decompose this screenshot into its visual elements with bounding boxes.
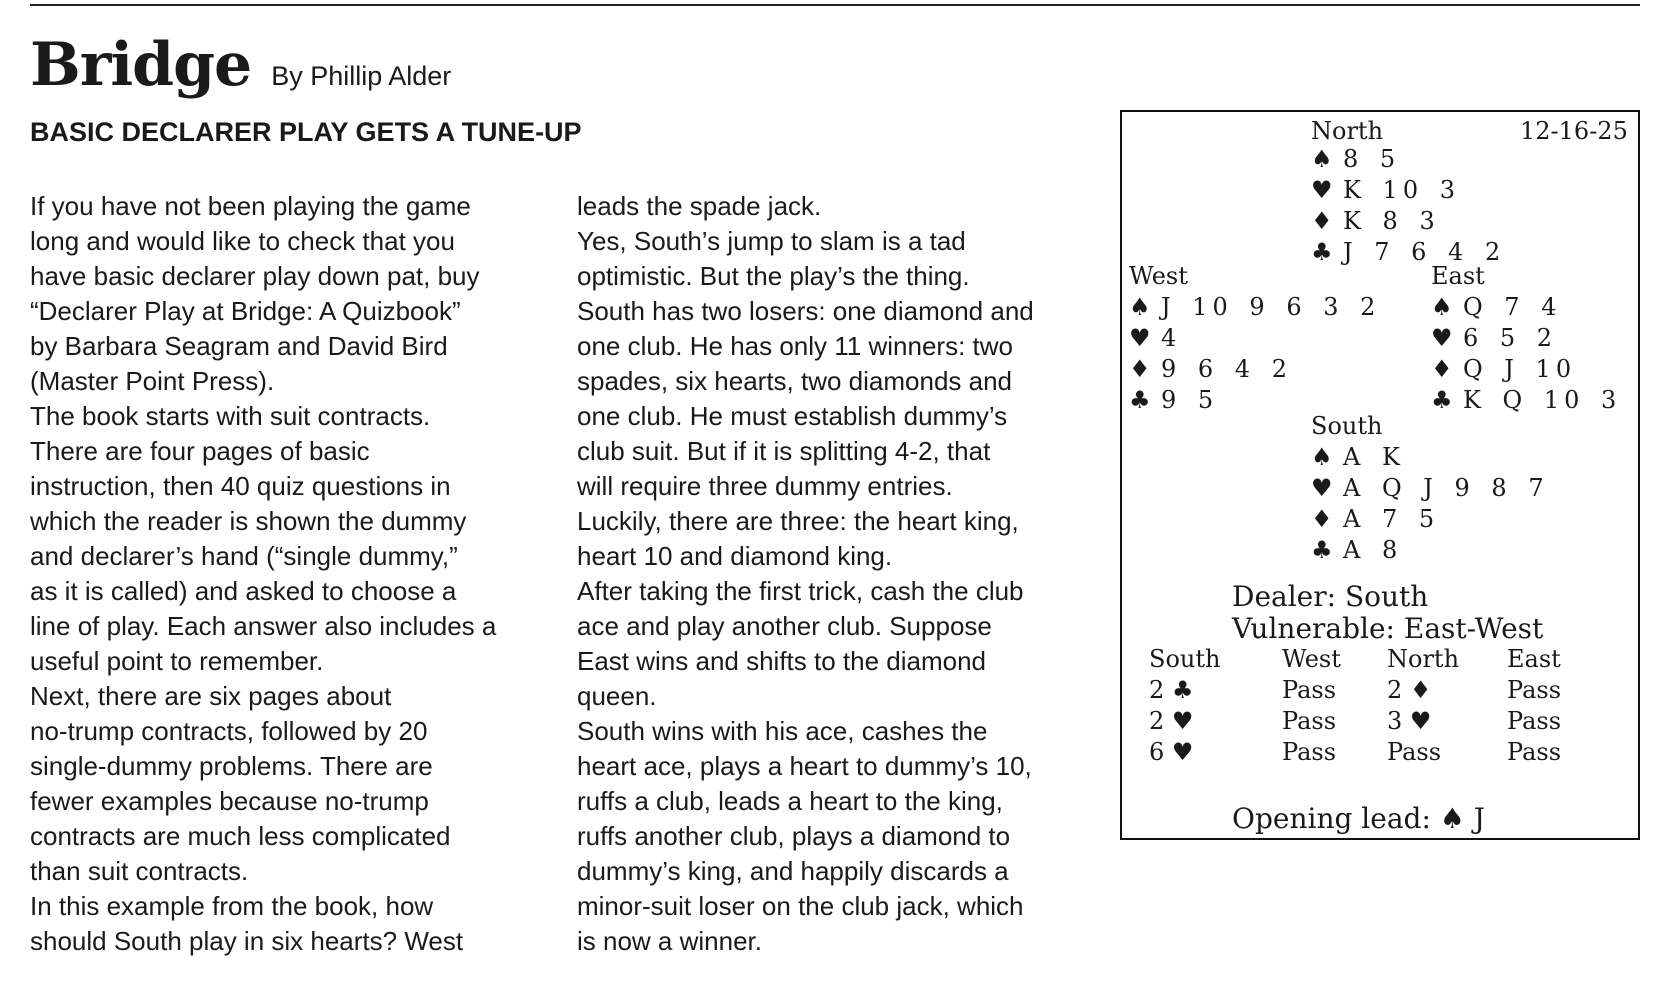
club-icon: ♣ (1129, 386, 1151, 414)
text-line: instruction, then 40 quiz questions in (30, 471, 451, 501)
text-line: “Declarer Play at Bridge: A Quizbook” (30, 296, 461, 326)
text-line: East wins and shifts to the diamond (577, 646, 987, 676)
suit-row (1311, 473, 1549, 504)
text-line: heart 10 and diamond king. (577, 541, 893, 571)
text-line: and declarer’s hand (“single dummy,” (30, 541, 458, 571)
article-column-2 (577, 189, 1034, 959)
club-icon: ♣ (1431, 386, 1453, 414)
text-line: heart ace, plays a heart to dummy’s 10, (577, 751, 1032, 781)
headline: BASIC DECLARER PLAY GETS A TUNE-UP (30, 117, 582, 147)
auction-header: South (1149, 645, 1221, 673)
text-line: Luckily, there are three: the heart king, (577, 506, 1019, 536)
club-icon: ♣ (1311, 238, 1333, 266)
suit-row (1129, 354, 1380, 385)
auction-bid: Pass (1507, 676, 1562, 704)
card-holding: K 8 3 (1343, 207, 1440, 235)
text-line: Yes, South’s jump to slam is a tad (577, 226, 966, 256)
diamond-icon: ♦ (1311, 207, 1333, 235)
heart-icon: ♥ (1431, 324, 1453, 352)
auction-bid: 6 ♥ (1149, 738, 1194, 766)
auction-bid: Pass (1282, 676, 1337, 704)
text-line: have basic declarer play down pat, buy (30, 261, 480, 291)
suit-row (1129, 292, 1380, 323)
suit-row (1311, 535, 1549, 566)
diamond-icon: ♦ (1431, 355, 1453, 383)
card-holding: J 7 6 4 2 (1343, 238, 1506, 266)
text-line: than suit contracts. (30, 856, 249, 886)
east-label: East (1431, 262, 1485, 290)
auction-bid: 3 ♥ (1387, 707, 1432, 735)
text-line: There are four pages of basic (30, 436, 370, 466)
text-line: ruffs a club, leads a heart to the king, (577, 786, 1003, 816)
text-line: Next, there are six pages about (30, 681, 392, 711)
text-line: should South play in six hearts? West (30, 926, 464, 956)
article-column-1 (30, 189, 496, 959)
west-hand (1129, 292, 1380, 416)
text-line: South has two losers: one diamond and (577, 296, 1034, 326)
club-icon: ♣ (1311, 536, 1333, 564)
card-holding: 4 (1161, 324, 1182, 352)
bridge-diagram (1120, 110, 1640, 840)
text-line: fewer examples because no-trump (30, 786, 429, 816)
text-line: no-trump contracts, followed by 20 (30, 716, 428, 746)
text-line: dummy’s king, and happily discards a (577, 856, 1009, 886)
diagram-date: 12-16-25 (1520, 117, 1628, 145)
spade-icon: ♠ (1311, 145, 1333, 173)
south-hand (1311, 442, 1549, 566)
north-label: North (1311, 117, 1384, 145)
text-line: contracts are much less complicated (30, 821, 451, 851)
text-line: If you have not been playing the game (30, 191, 471, 221)
suit-row (1431, 323, 1621, 354)
card-holding: J 10 9 6 3 2 (1161, 293, 1381, 321)
card-holding: 9 6 4 2 (1161, 355, 1292, 383)
auction-bid: Pass (1507, 738, 1562, 766)
auction-bid: 2 ♥ (1149, 707, 1194, 735)
auction-header: North (1387, 645, 1460, 673)
masthead (30, 30, 451, 100)
card-holding: 6 5 2 (1463, 324, 1558, 352)
text-line: In this example from the book, how (30, 891, 434, 921)
suit-row (1311, 206, 1505, 237)
heart-icon: ♥ (1311, 474, 1333, 502)
card-holding: K 10 3 (1343, 176, 1460, 204)
text-line: minor-suit loser on the club jack, which (577, 891, 1024, 921)
diamond-icon: ♦ (1129, 355, 1151, 383)
card-holding: 8 5 (1343, 145, 1401, 173)
east-hand (1431, 292, 1621, 416)
text-line: ruffs another club, plays a diamond to (577, 821, 1011, 851)
diamond-icon: ♦ (1311, 505, 1333, 533)
top-rule (30, 4, 1640, 6)
suit-row (1431, 292, 1621, 323)
opening-lead: Opening lead: ♠ J (1232, 802, 1485, 835)
card-holding: 9 5 (1161, 386, 1219, 414)
text-line: spades, six hearts, two diamonds and (577, 366, 1013, 396)
suit-row (1311, 175, 1505, 206)
spade-icon: ♠ (1129, 293, 1151, 321)
text-line: optimistic. But the play’s the thing. (577, 261, 970, 291)
text-line: club suit. But if it is splitting 4-2, that (577, 436, 991, 466)
vulnerability: Vulnerable: East-West (1232, 612, 1544, 645)
text-line: which the reader is shown the dummy (30, 506, 467, 536)
suit-row (1311, 504, 1549, 535)
byline: By Phillip Alder (271, 61, 452, 91)
suit-row (1311, 442, 1549, 473)
text-line: single-dummy problems. There are (30, 751, 433, 781)
card-holding: A 7 5 (1343, 505, 1440, 533)
card-holding: Q J 10 (1463, 355, 1577, 383)
text-line: South wins with his ace, cashes the (577, 716, 988, 746)
auction-bid: Pass (1387, 738, 1442, 766)
text-line: line of play. Each answer also includes a (30, 611, 497, 641)
text-line: queen. (577, 681, 657, 711)
suit-row (1431, 385, 1621, 416)
auction-bid: Pass (1282, 738, 1337, 766)
text-line: by Barbara Seagram and David Bird (30, 331, 448, 361)
card-holding: A 8 (1343, 536, 1403, 564)
spade-icon: ♠ (1431, 293, 1453, 321)
auction-bid: Pass (1282, 707, 1337, 735)
text-line: as it is called) and asked to choose a (30, 576, 457, 606)
south-label: South (1311, 412, 1383, 440)
card-holding: Q 7 4 (1463, 293, 1562, 321)
suit-row (1311, 144, 1505, 175)
text-line: ace and play another club. Suppose (577, 611, 992, 641)
text-line: one club. He must establish dummy’s (577, 401, 1008, 431)
north-hand (1311, 144, 1505, 268)
auction-bid: Pass (1507, 707, 1562, 735)
text-line: After taking the first trick, cash the club (577, 576, 1024, 606)
auction-bid: 2 ♣ (1149, 676, 1194, 704)
card-holding: A Q J 9 8 7 (1343, 474, 1549, 502)
text-line: long and would like to check that you (30, 226, 455, 256)
text-line: useful point to remember. (30, 646, 324, 676)
text-line: will require three dummy entries. (577, 471, 953, 501)
column-title: Bridge (30, 30, 252, 100)
text-line: leads the spade jack. (577, 191, 822, 221)
auction-header: West (1282, 645, 1341, 673)
heart-icon: ♥ (1311, 176, 1333, 204)
suit-row (1431, 354, 1621, 385)
auction-header: East (1507, 645, 1561, 673)
text-line: is now a winner. (577, 926, 762, 956)
west-label: West (1129, 262, 1188, 290)
auction-bid: 2 ♦ (1387, 676, 1432, 704)
spade-icon: ♠ (1311, 443, 1333, 471)
card-holding: K Q 10 3 (1463, 386, 1622, 414)
card-holding: A K (1343, 443, 1405, 471)
text-line: The book starts with suit contracts. (30, 401, 431, 431)
heart-icon: ♥ (1129, 324, 1151, 352)
suit-row (1129, 323, 1380, 354)
text-line: one club. He has only 11 winners: two (577, 331, 1013, 361)
text-line: (Master Point Press). (30, 366, 275, 396)
dealer: Dealer: South (1232, 580, 1429, 613)
